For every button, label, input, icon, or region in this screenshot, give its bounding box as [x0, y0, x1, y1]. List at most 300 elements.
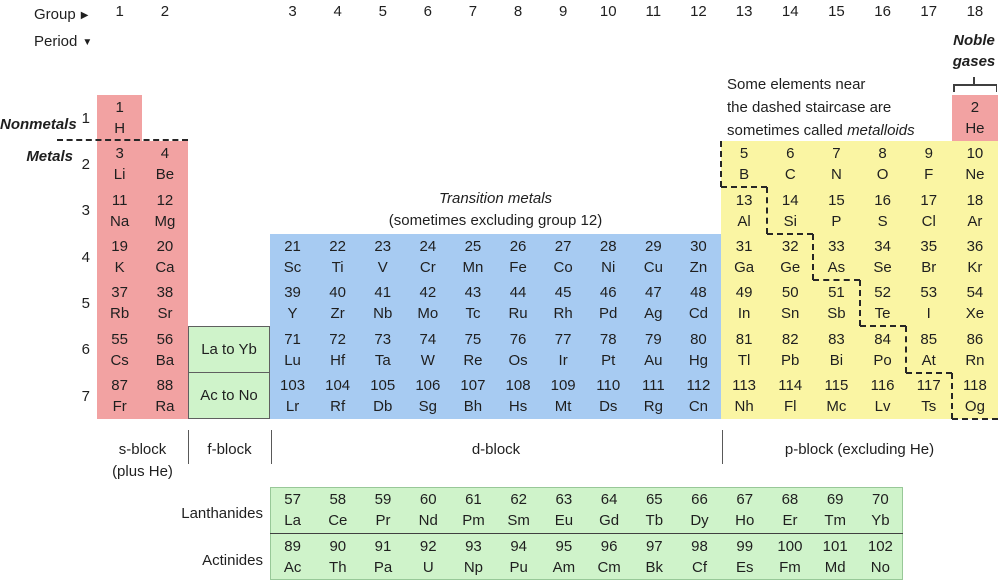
element-symbol: Mn	[462, 259, 484, 276]
element-symbol: Sg	[418, 398, 438, 415]
staircase-dash-segment	[720, 141, 722, 187]
element-symbol: Ir	[558, 351, 568, 369]
atomic-number: 64	[600, 491, 618, 508]
element-cell-Po	[860, 326, 906, 373]
atomic-number: 29	[645, 238, 662, 255]
s-block-label-line1: s-block	[118, 441, 167, 458]
atomic-number: 56	[156, 330, 174, 348]
element-symbol: U	[422, 559, 434, 576]
element-symbol: Fl	[783, 398, 797, 415]
atomic-number: 1	[115, 99, 124, 116]
group-number-5: 5	[378, 3, 387, 20]
element-symbol: Sr	[157, 305, 173, 322]
atomic-number: 5	[739, 145, 749, 162]
element-symbol: Ba	[155, 351, 175, 369]
metalloids-note-line2: the dashed staircase are	[727, 99, 892, 116]
f-block-label: f-block	[207, 441, 252, 458]
element-symbol: Po	[873, 351, 892, 369]
atomic-number: 113	[732, 377, 757, 394]
element-cell-Pb	[767, 326, 813, 373]
element-cell-Rn	[952, 326, 998, 373]
element-cell-Er	[767, 487, 812, 533]
element-cell-Y	[270, 280, 315, 326]
element-cell-Ge	[767, 234, 813, 280]
group-number-6: 6	[423, 3, 433, 20]
element-symbol: Np	[463, 559, 484, 576]
element-symbol: No	[870, 559, 890, 576]
element-symbol: H	[114, 120, 126, 137]
atomic-number: 60	[419, 491, 437, 508]
element-symbol: Xe	[965, 305, 985, 322]
element-cell-Eu	[541, 487, 586, 533]
element-cell-He	[952, 95, 998, 141]
atomic-number: 17	[920, 191, 938, 209]
element-symbol: Bi	[829, 351, 844, 369]
element-cell-Th	[315, 534, 360, 580]
element-symbol: Cs	[110, 351, 129, 369]
transition-metals-label	[270, 188, 721, 232]
element-symbol: Fr	[112, 398, 127, 415]
atomic-number: 103	[280, 377, 306, 394]
element-cell-No	[858, 534, 903, 580]
element-cell-W	[405, 326, 450, 373]
atomic-number: 44	[509, 284, 527, 301]
element-symbol: Ho	[735, 512, 755, 529]
lanthanides-row-label: Lanthanides	[181, 505, 263, 522]
element-symbol: Re	[463, 351, 483, 369]
element-cell-Dy	[677, 487, 722, 533]
element-cell-Cm	[587, 534, 632, 580]
atomic-number: 15	[828, 191, 845, 209]
atomic-number: 9	[924, 145, 933, 162]
element-cell-At	[906, 326, 952, 373]
atomic-number: 16	[874, 191, 891, 209]
atomic-number: 39	[284, 284, 301, 301]
group-number-18: 18	[966, 3, 984, 20]
element-symbol: Al	[737, 212, 751, 230]
element-cell-Zn	[676, 234, 721, 280]
element-symbol: Bk	[645, 559, 664, 576]
element-symbol: Mg	[154, 212, 176, 230]
atomic-number: 12	[156, 191, 174, 209]
element-symbol: Be	[155, 166, 175, 183]
element-cell-P	[813, 187, 859, 234]
element-cell-O	[860, 141, 906, 187]
element-cell-Li	[97, 141, 142, 187]
metalloids-note-line3-prefix: sometimes called	[727, 122, 843, 139]
atomic-number: 100	[777, 538, 803, 555]
element-symbol: Cf	[692, 559, 708, 576]
element-symbol: Zn	[689, 259, 708, 276]
element-cell-Al	[721, 187, 767, 234]
atomic-number: 63	[555, 491, 573, 508]
atomic-number: 78	[599, 330, 617, 348]
element-symbol: Md	[824, 559, 846, 576]
element-symbol: Cm	[597, 559, 621, 576]
atomic-number: 101	[822, 538, 848, 555]
atomic-number: 85	[920, 330, 938, 348]
element-cell-Ga	[721, 234, 767, 280]
element-symbol: Tc	[465, 305, 481, 322]
element-symbol: La	[284, 512, 301, 529]
element-symbol: Db	[373, 398, 393, 415]
atomic-number: 38	[156, 284, 174, 301]
group-number-4: 4	[333, 3, 342, 20]
element-symbol: Au	[644, 351, 663, 369]
element-symbol: Pm	[462, 512, 485, 529]
element-symbol: Sm	[507, 512, 530, 529]
element-symbol: Ar	[967, 212, 983, 230]
element-cell-C	[767, 141, 813, 187]
atomic-number: 107	[460, 377, 486, 394]
element-cell-Gd	[587, 487, 632, 533]
element-cell-Hf	[315, 326, 360, 373]
period-number-1: 1	[81, 109, 90, 127]
element-cell-N	[813, 141, 859, 187]
element-symbol: Es	[735, 559, 754, 576]
element-symbol: Dy	[690, 512, 709, 529]
atomic-number: 74	[419, 330, 437, 348]
element-cell-Ho	[722, 487, 767, 533]
atomic-number: 68	[781, 491, 799, 508]
element-cell-Re	[450, 326, 495, 373]
element-symbol: W	[420, 351, 435, 369]
element-cell-Pr	[360, 487, 405, 533]
atomic-number: 67	[736, 491, 754, 508]
d-p-block-divider	[722, 430, 723, 464]
atomic-number: 21	[284, 238, 301, 255]
atomic-number: 8	[878, 145, 887, 162]
atomic-number: 118	[962, 377, 987, 394]
element-symbol: Os	[508, 351, 528, 369]
element-symbol: As	[827, 259, 846, 276]
element-cell-Md	[813, 534, 858, 580]
atomic-number: 46	[599, 284, 617, 301]
element-cell-Pa	[360, 534, 405, 580]
element-cell-Cn	[676, 373, 721, 419]
element-symbol: Bh	[463, 398, 483, 415]
atomic-number: 79	[645, 330, 662, 348]
group-number-10: 10	[599, 3, 617, 20]
atomic-number: 75	[464, 330, 482, 348]
group-number-13: 13	[735, 3, 753, 20]
p-block-label: p-block (excluding He)	[784, 441, 935, 458]
element-symbol: Ge	[780, 259, 801, 276]
element-symbol: Lv	[874, 398, 891, 415]
atomic-number: 93	[465, 538, 482, 555]
atomic-number: 115	[824, 377, 849, 394]
atomic-number: 84	[874, 330, 891, 348]
atomic-number: 23	[374, 238, 392, 255]
staircase-dash-segment	[767, 233, 813, 235]
group-number-12: 12	[690, 3, 707, 20]
group-number-1: 1	[115, 3, 124, 20]
element-cell-Rh	[541, 280, 586, 326]
atomic-number: 54	[966, 284, 984, 301]
element-cell-Lu	[270, 326, 315, 373]
element-symbol: Pd	[599, 305, 618, 322]
element-cell-In	[721, 280, 767, 326]
atomic-number: 94	[510, 538, 527, 555]
atomic-number: 40	[329, 284, 346, 301]
element-cell-Cr	[405, 234, 450, 280]
element-symbol: Pu	[509, 559, 528, 576]
d-block-label: d-block	[471, 441, 521, 458]
element-cell-V	[360, 234, 405, 280]
atomic-number: 89	[284, 538, 301, 555]
element-cell-Si	[767, 187, 813, 234]
element-symbol: S	[877, 212, 888, 230]
element-cell-Tb	[632, 487, 677, 533]
element-symbol: Cu	[643, 259, 663, 276]
atomic-number: 91	[374, 538, 392, 555]
atomic-number: 87	[111, 377, 128, 394]
element-cell-U	[406, 534, 451, 580]
element-symbol: He	[965, 120, 985, 137]
element-cell-As	[813, 234, 859, 280]
atomic-number: 58	[329, 491, 347, 508]
element-symbol: Ta	[374, 351, 391, 369]
element-symbol: In	[737, 305, 751, 322]
element-symbol: Yb	[871, 512, 890, 529]
element-symbol: Cd	[688, 305, 709, 322]
noble-gases-bracket	[996, 84, 998, 92]
element-cell-Pt	[586, 326, 631, 373]
atomic-number: 59	[374, 491, 392, 508]
element-symbol: N	[830, 166, 842, 183]
element-cell-Ag	[631, 280, 676, 326]
element-symbol: Og	[964, 398, 985, 415]
element-cell-Rb	[97, 280, 142, 326]
s-block-label-line2: (plus He)	[112, 463, 173, 480]
element-symbol: Rh	[553, 305, 573, 322]
atomic-number: 25	[464, 238, 482, 255]
atomic-number: 30	[690, 238, 707, 255]
element-symbol: Sn	[781, 305, 800, 322]
atomic-number: 53	[920, 284, 938, 301]
atomic-number: 73	[374, 330, 392, 348]
atomic-number: 13	[735, 191, 753, 209]
element-symbol: Ti	[331, 259, 344, 276]
element-cell-Au	[631, 326, 676, 373]
atomic-number: 69	[826, 491, 844, 508]
element-cell-Sr	[142, 280, 187, 326]
f-d-block-divider	[271, 430, 272, 464]
element-symbol: Zr	[330, 305, 345, 322]
element-symbol: Fe	[509, 259, 527, 276]
atomic-number: 4	[160, 145, 170, 162]
element-cell-Os	[496, 326, 541, 373]
atomic-number: 116	[870, 377, 895, 394]
atomic-number: 83	[828, 330, 845, 348]
staircase-dash-segment	[906, 372, 952, 374]
element-cell-Kr	[952, 234, 998, 280]
element-symbol: Kr	[967, 259, 983, 276]
atomic-number: 28	[599, 238, 617, 255]
element-symbol: Nd	[418, 512, 438, 529]
atomic-number: 70	[872, 491, 889, 508]
element-symbol: K	[114, 259, 125, 276]
element-symbol: Mo	[417, 305, 439, 322]
atomic-number: 11	[111, 191, 128, 209]
element-cell-Co	[541, 234, 586, 280]
element-symbol: Ac	[283, 559, 302, 576]
atomic-number: 42	[419, 284, 437, 301]
element-symbol: Hg	[688, 351, 709, 369]
atomic-number: 47	[645, 284, 662, 301]
element-cell-Ar	[952, 187, 998, 234]
element-cell-Mt	[541, 373, 586, 419]
staircase-dash-segment	[860, 325, 906, 327]
element-symbol: Ne	[965, 166, 985, 183]
element-symbol: Hf	[330, 351, 346, 369]
element-symbol: Ru	[508, 305, 528, 322]
noble-gases-line2: gases	[952, 53, 996, 70]
noble-gases-line1: Noble	[953, 32, 995, 49]
atomic-number: 41	[374, 284, 392, 301]
element-cell-Rf	[315, 373, 360, 419]
element-cell-Am	[541, 534, 586, 580]
element-symbol: Ga	[734, 259, 755, 276]
atomic-number: 99	[736, 538, 754, 555]
element-cell-Ac	[270, 534, 315, 580]
atomic-number: 108	[505, 377, 531, 394]
atomic-number: 62	[510, 491, 527, 508]
element-cell-Fr	[97, 373, 142, 419]
element-cell-Ra	[142, 373, 187, 419]
period-number-5: 5	[81, 294, 90, 312]
atomic-number: 65	[645, 491, 663, 508]
element-symbol: Th	[329, 559, 347, 576]
atomic-number: 77	[554, 330, 572, 348]
element-symbol: Fm	[779, 559, 801, 576]
element-cell-Mn	[450, 234, 495, 280]
actinides-row-label: Actinides	[202, 552, 263, 569]
atomic-number: 20	[156, 238, 174, 255]
element-cell-S	[860, 187, 906, 234]
element-symbol: Tb	[645, 512, 664, 529]
atomic-number: 90	[329, 538, 347, 555]
atomic-number: 61	[465, 491, 482, 508]
element-symbol: Pb	[781, 351, 800, 369]
period-number-2: 2	[81, 155, 90, 173]
element-cell-Cd	[676, 280, 721, 326]
element-symbol: Nh	[734, 398, 754, 415]
element-cell-H	[97, 95, 142, 141]
element-symbol: Lu	[284, 351, 301, 369]
element-symbol: Cn	[688, 398, 709, 415]
atomic-number: 26	[509, 238, 527, 255]
atomic-number: 57	[284, 491, 301, 508]
atomic-number: 2	[970, 99, 980, 116]
element-cell-K	[97, 234, 142, 280]
element-cell-Cu	[631, 234, 676, 280]
element-cell-Fl	[767, 373, 813, 419]
element-symbol: Se	[873, 259, 892, 276]
atomic-number: 72	[329, 330, 346, 348]
group-number-9: 9	[558, 3, 568, 20]
group-number-8: 8	[513, 3, 523, 20]
element-cell-La	[270, 487, 315, 533]
atomic-number: 114	[778, 377, 803, 394]
element-cell-Ni	[586, 234, 631, 280]
element-cell-Ts	[906, 373, 952, 419]
s-f-block-divider	[188, 430, 189, 464]
element-cell-Es	[722, 534, 767, 580]
element-symbol: Mt	[554, 398, 572, 415]
atomic-number: 102	[867, 538, 893, 555]
atomic-number: 105	[370, 377, 396, 394]
metalloids-note-line3	[727, 119, 967, 142]
element-symbol: C	[784, 166, 796, 183]
atomic-number: 32	[781, 238, 799, 255]
atomic-number: 48	[690, 284, 707, 301]
element-cell-Nb	[360, 280, 405, 326]
element-symbol: Rb	[110, 305, 130, 322]
atomic-number: 51	[828, 284, 845, 301]
element-symbol: Ra	[155, 398, 175, 415]
element-symbol: Cl	[921, 212, 936, 230]
element-symbol: Ce	[328, 512, 348, 529]
element-cell-Ru	[496, 280, 541, 326]
group-number-16: 16	[874, 3, 891, 20]
atomic-number: 27	[554, 238, 572, 255]
transition-metals-title: Transition metals	[438, 190, 553, 207]
atomic-number: 22	[329, 238, 346, 255]
element-symbol: Cr	[419, 259, 436, 276]
element-cell-Np	[451, 534, 496, 580]
element-symbol: Pa	[373, 559, 393, 576]
atomic-number: 34	[874, 238, 891, 255]
element-cell-Fm	[767, 534, 812, 580]
element-symbol: Ni	[601, 259, 616, 276]
element-cell-I	[906, 280, 952, 326]
period-number-4: 4	[81, 248, 90, 266]
element-symbol: Hs	[508, 398, 528, 415]
atomic-number: 96	[600, 538, 618, 555]
metalloids-note	[727, 73, 967, 142]
element-cell-Ba	[142, 326, 187, 373]
atomic-number: 98	[691, 538, 708, 555]
atomic-number: 52	[874, 284, 891, 301]
element-cell-Ne	[952, 141, 998, 187]
atomic-number: 43	[464, 284, 482, 301]
element-symbol: Lr	[285, 398, 300, 415]
down-arrow-icon: ▼	[82, 37, 93, 48]
s-block-label	[92, 439, 193, 483]
atomic-number: 24	[419, 238, 437, 255]
element-cell-Sb	[813, 280, 859, 326]
element-symbol: Pr	[375, 512, 391, 529]
element-cell-Pd	[586, 280, 631, 326]
element-symbol: F	[924, 166, 934, 183]
atomic-number: 97	[645, 538, 663, 555]
element-symbol: Na	[110, 212, 130, 230]
atomic-number: 49	[735, 284, 753, 301]
atomic-number: 104	[325, 377, 351, 394]
atomic-number: 82	[781, 330, 799, 348]
element-cell-Pu	[496, 534, 541, 580]
group-number-3: 3	[288, 3, 297, 20]
element-cell-Te	[860, 280, 906, 326]
element-cell-Sg	[405, 373, 450, 419]
element-symbol: B	[739, 166, 750, 183]
element-cell-Sn	[767, 280, 813, 326]
element-symbol: V	[377, 259, 388, 276]
element-cell-Yb	[858, 487, 903, 533]
group-number-14: 14	[781, 3, 799, 20]
atomic-number: 18	[966, 191, 984, 209]
